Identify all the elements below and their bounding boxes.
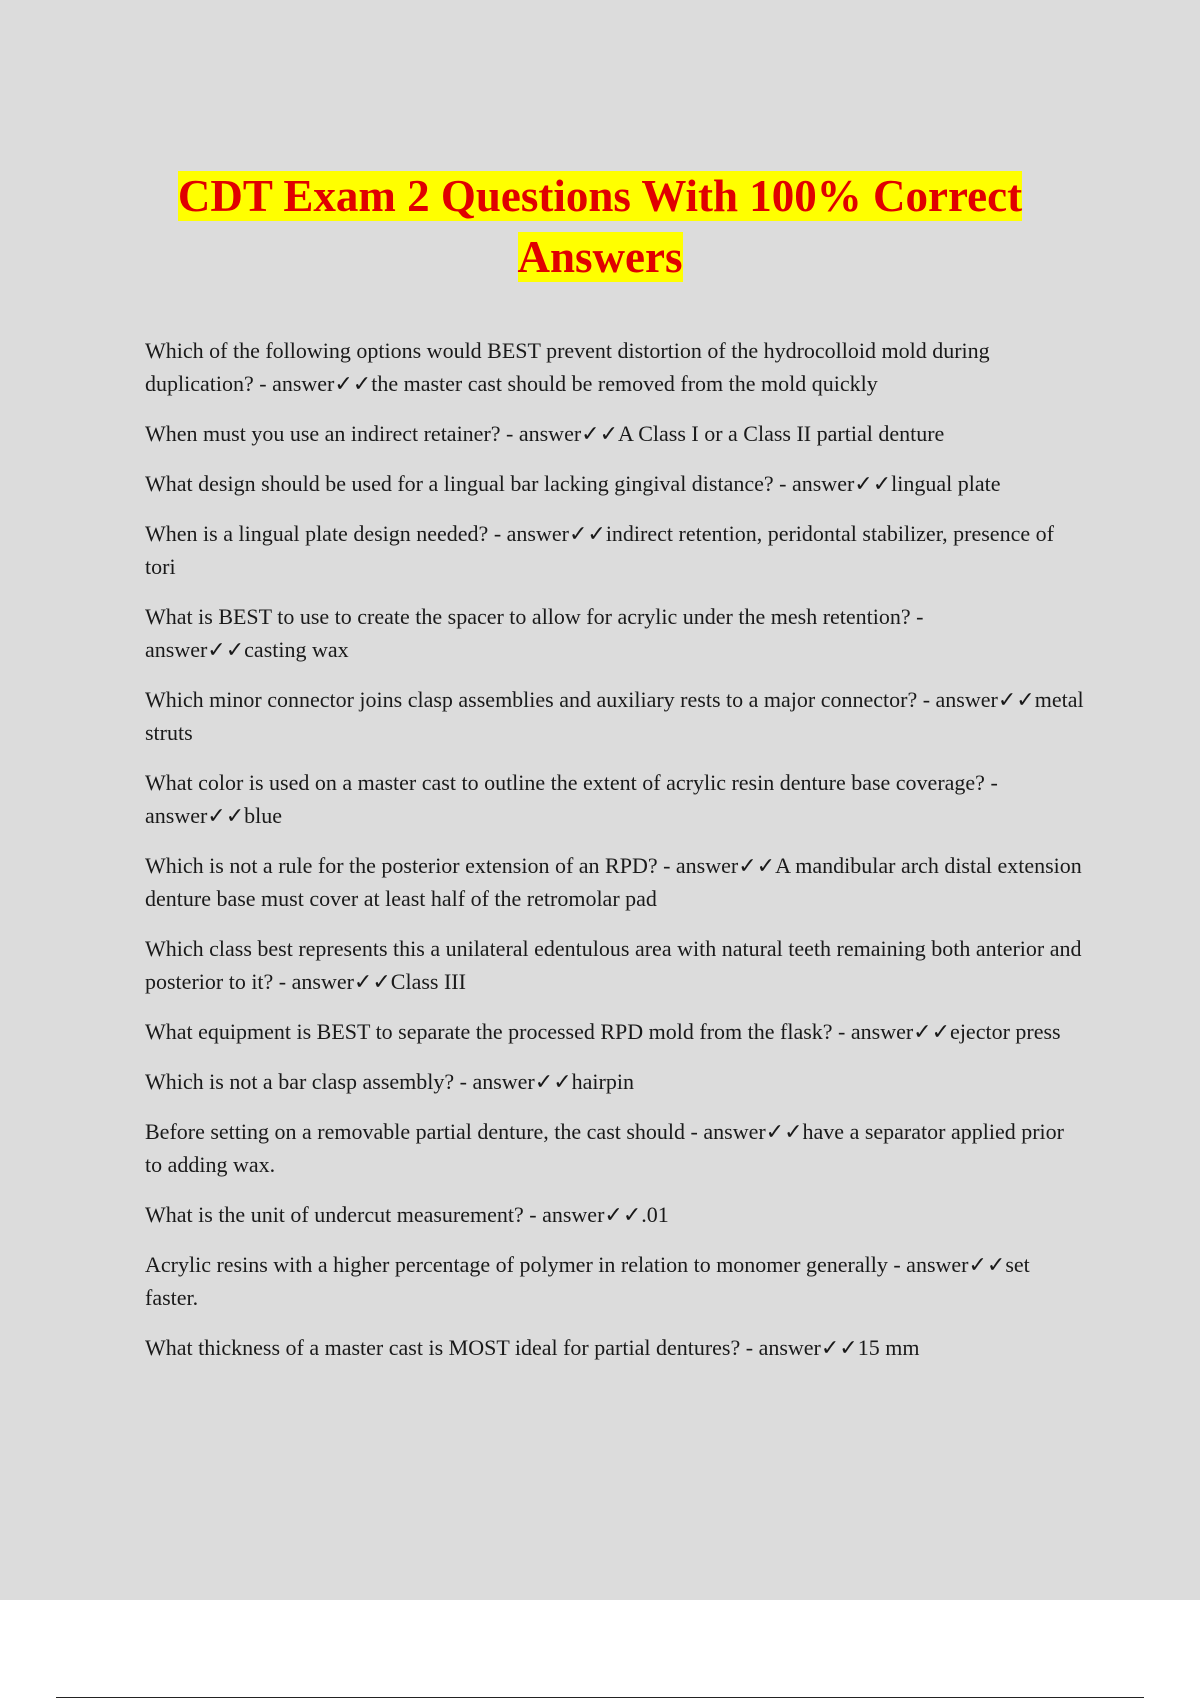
qa-item: Acrylic resins with a higher percentage of polymer in relation to monomer generally - answer✓✓set faster. [145,1252,1030,1310]
qa-item: What is BEST to use to create the spacer to allow for acrylic under the mesh retention? - answer✓✓casting wax [145,604,924,662]
title-block [100,166,1100,288]
qa-item: Which is not a rule for the posterior extension of an RPD? - answer✓✓A mandibular arch distal extension denture base must cover at least half of the retromolar pad [145,853,1082,911]
qa-item: What equipment is BEST to separate the processed RPD mold from the flask? - answer✓✓ejector press [145,1019,1061,1044]
qa-item: What design should be used for a lingual bar lacking gingival distance? - answer✓✓lingual plate [145,471,1001,496]
qa-item: Which is not a bar clasp assembly? - answer✓✓hairpin [145,1069,634,1094]
qa-item: Before setting on a removable partial denture, the cast should - answer✓✓have a separator applied prior to adding wax. [145,1119,1064,1177]
qa-item: When must you use an indirect retainer? - answer✓✓A Class I or a Class II partial denture [145,421,945,446]
footer-rule [56,1697,1144,1698]
qa-list [145,334,1085,1381]
qa-item: Which of the following options would BEST prevent distortion of the hydrocolloid mold during duplication? - answer✓✓the master cast should be removed from the mold quickly [145,338,990,396]
qa-item: Which minor connector joins clasp assemblies and auxiliary rests to a major connector? - answer✓✓metal struts [145,687,1084,745]
qa-item: What color is used on a master cast to outline the extent of acrylic resin denture base coverage? - answer✓✓blue [145,770,998,828]
qa-item: When is a lingual plate design needed? - answer✓✓indirect retention, peridontal stabilizer, presence of tori [145,521,1054,579]
qa-item: What is the unit of undercut measurement? - answer✓✓.01 [145,1202,669,1227]
document-title: CDT Exam 2 Questions With 100% Correct Answers [177,171,1023,282]
qa-item: What thickness of a master cast is MOST ideal for partial dentures? - answer✓✓15 mm [145,1335,920,1360]
qa-item: Which class best represents this a unilateral edentulous area with natural teeth remaining both anterior and posterior to it? - answer✓✓Class III [145,936,1082,994]
